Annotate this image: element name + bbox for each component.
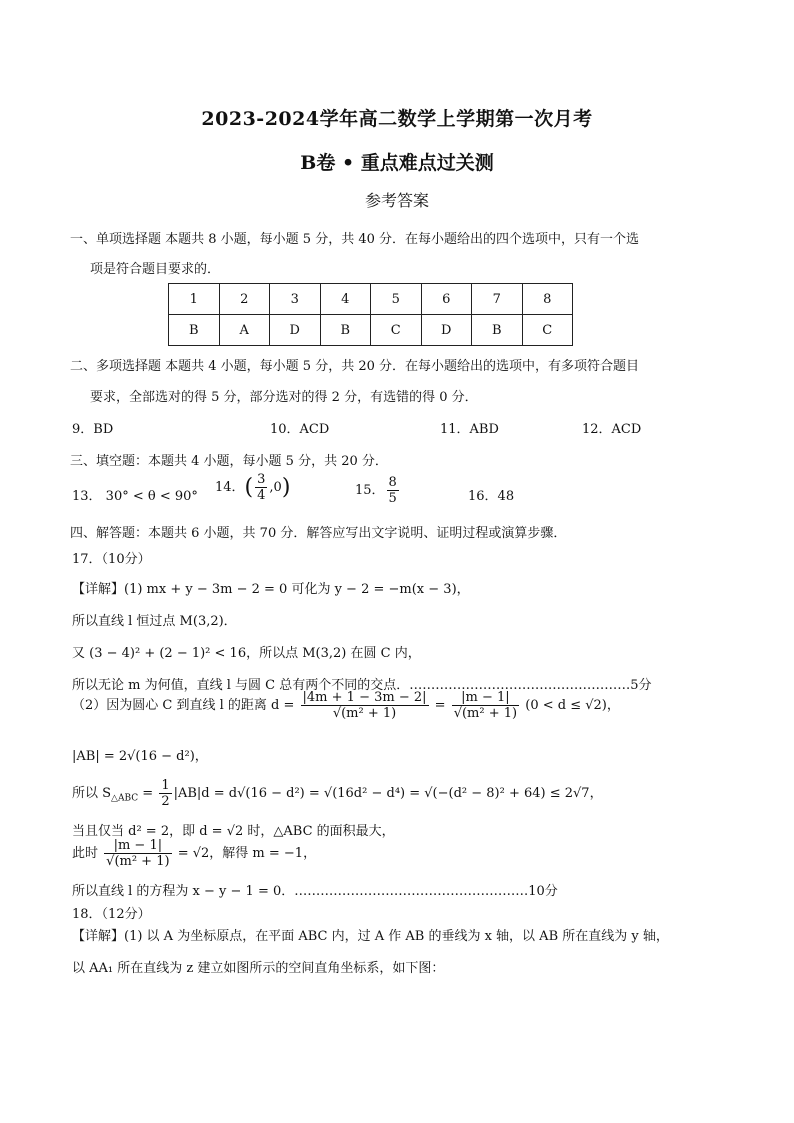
table-cell: D bbox=[421, 315, 472, 346]
fraction: $\frac{8}{5}$ bbox=[388, 475, 397, 506]
table-cell: 1 bbox=[169, 284, 220, 315]
q17-solution-line10: 所以直线 l 的方程为 x − y − 1 = 0．………………………………………………10分 bbox=[72, 884, 558, 899]
fraction: $\frac{|m - 1|}{\text{√(m² + 1)}}$ bbox=[453, 690, 518, 721]
q17-solution-line8: 当且仅当 d² = 2，即 d = √2 时，△ABC 的面积最大， bbox=[72, 824, 395, 839]
table-cell: C bbox=[522, 315, 573, 346]
table-cell: C bbox=[371, 315, 422, 346]
part3-instructions: 三、填空题：本题共 4 小题，每小题 5 分，共 20 分． bbox=[70, 454, 388, 469]
table-cell: 5 bbox=[371, 284, 422, 315]
q17-solution-line3: 又 (3 − 4)² + (2 − 1)² < 16，所以点 M(3,2) 在圆 C 内， bbox=[72, 646, 421, 661]
table-cell: 8 bbox=[522, 284, 573, 315]
answer-11: 11．ABD bbox=[440, 422, 499, 437]
fraction: $\frac{1}{2}$ bbox=[161, 778, 170, 809]
table-cell: A bbox=[219, 315, 270, 346]
answer-14: 14．( $\frac{3}{4}$ ,0) bbox=[215, 472, 291, 503]
question-17-heading: 17．（10分） bbox=[72, 552, 151, 567]
table-row-answers bbox=[169, 315, 573, 346]
table-cell: B bbox=[472, 315, 523, 346]
answer-16: 16．48 bbox=[468, 489, 515, 504]
exam-title: 2023-2024学年高二数学上学期第一次月考 bbox=[201, 108, 593, 130]
q17-solution-line9: 此时 $\frac{|m - 1|}{\text{√(m² + 1)}}$ = √2，解得 m = −1， bbox=[72, 838, 317, 869]
fraction: $\frac{|4m + 1 - 3m - 2|}{\text{√(m² + 1)}}$ bbox=[302, 690, 427, 721]
table-cell: B bbox=[320, 315, 371, 346]
part1-instructions-line1: 一、单项选择题 本题共 8 小题，每小题 5 分，共 40 分．在每小题给出的四个选项中，只有一个选 bbox=[70, 232, 640, 247]
table-cell: 7 bbox=[472, 284, 523, 315]
answer-12: 12．ACD bbox=[582, 422, 642, 437]
q18-solution-line2: 以 AA₁ 所在直线为 z 建立如图所示的空间直角坐标系，如下图： bbox=[72, 961, 445, 976]
q18-solution-line1: 【详解】(1) 以 A 为坐标原点，在平面 ABC 内，过 A 作 AB 的垂线为 x 轴，以 AB 所在直线为 y 轴， bbox=[72, 929, 669, 944]
exam-subtitle: B卷 • 重点难点过关测 bbox=[300, 152, 494, 174]
q17-solution-line5: （2）因为圆心 C 到直线 l 的距离 d = $\frac{|4m + 1 - 3m - 2|}{\text{√(m² + 1)}}$ = $\frac{|m - 1|}{\text{√(m² + 1)}}$ (0 < d ≤ √2)， bbox=[72, 690, 620, 721]
answer-9: 9．BD bbox=[72, 422, 114, 437]
fraction: $\frac{|m - 1|}{\text{√(m² + 1)}}$ bbox=[106, 838, 170, 869]
choice-answer-table bbox=[168, 283, 573, 346]
answer-10: 10．ACD bbox=[270, 422, 330, 437]
table-cell: 6 bbox=[421, 284, 472, 315]
section-heading: 参考答案 bbox=[364, 191, 429, 210]
q17-solution-line4: 所以无论 m 为何值，直线 l 与圆 C 总有两个不同的交点．……………………………………………5分 bbox=[72, 678, 652, 693]
answer-13: 13． 30° < θ < 90° bbox=[72, 489, 198, 504]
table-cell: 2 bbox=[219, 284, 270, 315]
fraction: $\frac{3}{4}$ bbox=[257, 472, 266, 503]
q17-solution-line2: 所以直线 l 恒过点 M(3,2)． bbox=[72, 614, 237, 629]
table-row-numbers bbox=[169, 284, 573, 315]
part1-instructions-line2: 项是符合题目要求的． bbox=[90, 262, 221, 277]
table-cell: B bbox=[169, 315, 220, 346]
answer-15: 15． $\frac{8}{5}$ bbox=[355, 475, 397, 506]
part4-instructions: 四、解答题：本题共 6 小题，共 70 分．解答应写出文字说明、证明过程或演算步骤． bbox=[70, 526, 567, 541]
table-cell: 4 bbox=[320, 284, 371, 315]
q17-solution-line6: |AB| = 2√(16 − d²)， bbox=[72, 749, 208, 764]
table-cell: 3 bbox=[270, 284, 321, 315]
part2-instructions-line1: 二、多项选择题 本题共 4 小题，每小题 5 分，共 20 分．在每小题给出的选项中，有多项符合题目 bbox=[70, 359, 640, 374]
part2-instructions-line2: 要求，全部选对的得 5 分，部分选对的得 2 分，有选错的得 0 分． bbox=[90, 390, 478, 405]
q17-solution-line1: 【详解】(1) mx + y − 3m − 2 = 0 可化为 y − 2 = −m(x − 3)， bbox=[72, 582, 470, 597]
table-cell: D bbox=[270, 315, 321, 346]
question-18-heading: 18．（12分） bbox=[72, 907, 151, 922]
q17-solution-line7: 所以 $S_{\triangle ABC}$ = $\frac{1}{2}$ |AB|d = d√(16 − d²) = √(16d² − d⁴) = √(−(d² − 8)² + 64) ≤ 2√7， bbox=[72, 778, 603, 809]
